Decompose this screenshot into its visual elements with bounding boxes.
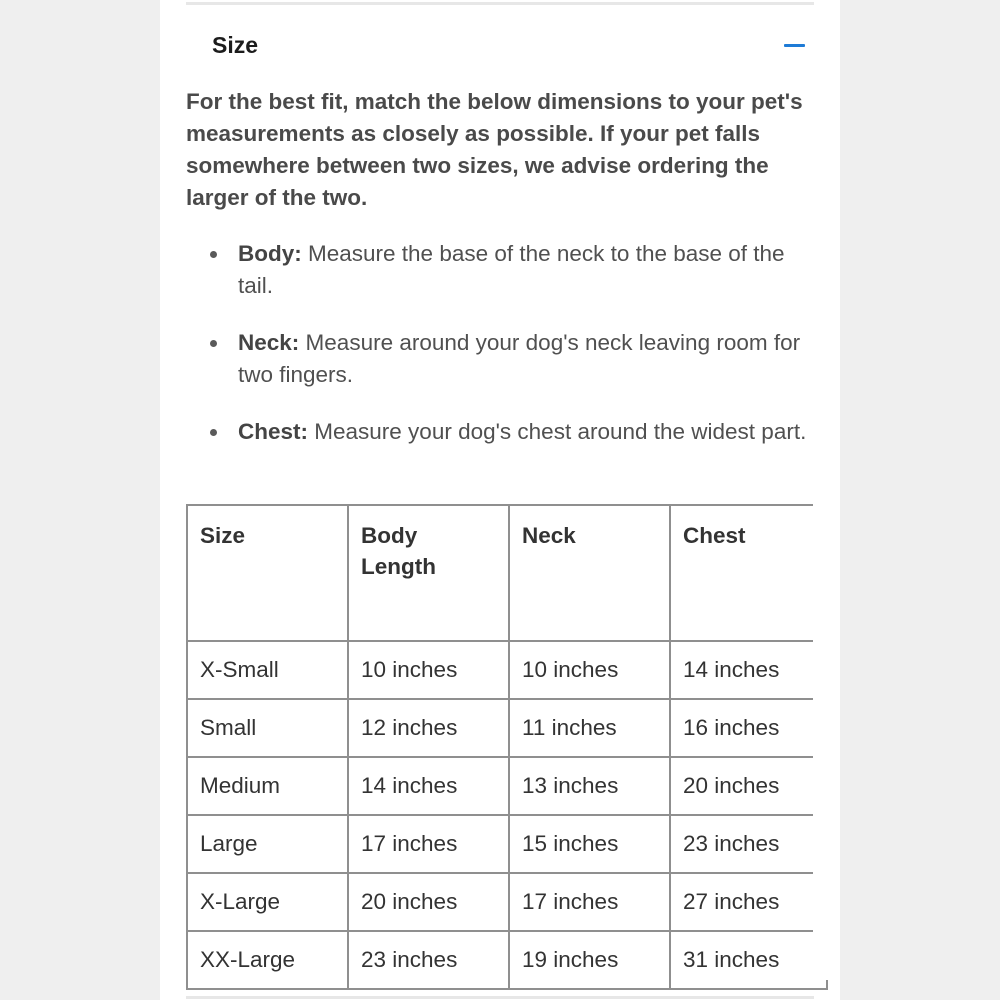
top-divider (186, 2, 814, 5)
cell-body-length: 17 inches (348, 815, 509, 873)
size-accordion-header[interactable] (186, 18, 814, 74)
cell-neck: 19 inches (509, 931, 670, 989)
bullet-text: Measure the base of the neck to the base of the tail. (238, 241, 785, 298)
bottom-divider (186, 996, 814, 999)
cell-size: X-Small (187, 641, 348, 699)
bullet-term: Chest: (238, 419, 309, 444)
accordion-title: Size (212, 32, 259, 58)
cell-chest: 20 inches (670, 757, 827, 815)
cell-body-length: 10 inches (348, 641, 509, 699)
cell-body-length: 12 inches (348, 699, 509, 757)
table-row (187, 815, 827, 873)
minus-icon[interactable] (784, 44, 805, 47)
table-row (187, 699, 827, 757)
table-clip-mask (813, 500, 843, 980)
cell-neck: 11 inches (509, 699, 670, 757)
bullet-term: Neck: (238, 330, 300, 355)
list-item (186, 238, 816, 302)
cell-chest: 27 inches (670, 873, 827, 931)
cell-neck: 13 inches (509, 757, 670, 815)
bullet-term: Body: (238, 241, 302, 266)
header-body-length-label: Body Length (361, 523, 436, 579)
header-neck: Neck (509, 505, 670, 641)
table-row (187, 873, 827, 931)
cell-chest: 14 inches (670, 641, 827, 699)
header-size: Size (187, 505, 348, 641)
size-chart-table (186, 504, 828, 990)
cell-neck: 15 inches (509, 815, 670, 873)
header-body-length (348, 505, 509, 641)
right-background (840, 0, 1000, 1000)
table-row (187, 931, 827, 989)
cell-size: Large (187, 815, 348, 873)
header-chest: Chest (670, 505, 827, 641)
fit-instructions: For the best fit, match the below dimensions to your pet's measurements as closely as possible. If your pet falls somewhere between two sizes, we advise ordering the larger of the two. (186, 89, 803, 210)
cell-size: X-Large (187, 873, 348, 931)
cell-chest: 23 inches (670, 815, 827, 873)
list-item (186, 327, 816, 391)
cell-chest: 16 inches (670, 699, 827, 757)
cell-chest: 31 inches (670, 931, 827, 989)
list-item (186, 416, 816, 448)
cell-body-length: 23 inches (348, 931, 509, 989)
measurement-list (186, 238, 816, 473)
cell-neck: 17 inches (509, 873, 670, 931)
cell-size: Small (187, 699, 348, 757)
table-row (187, 757, 827, 815)
cell-body-length: 20 inches (348, 873, 509, 931)
table-row (187, 641, 827, 699)
cell-size: XX-Large (187, 931, 348, 989)
table-header-row (187, 505, 827, 641)
bullet-text: Measure around your dog's neck leaving room for two fingers. (238, 330, 801, 387)
cell-body-length: 14 inches (348, 757, 509, 815)
bullet-text: Measure your dog's chest around the widest part. (308, 419, 807, 444)
cell-neck: 10 inches (509, 641, 670, 699)
cell-size: Medium (187, 757, 348, 815)
